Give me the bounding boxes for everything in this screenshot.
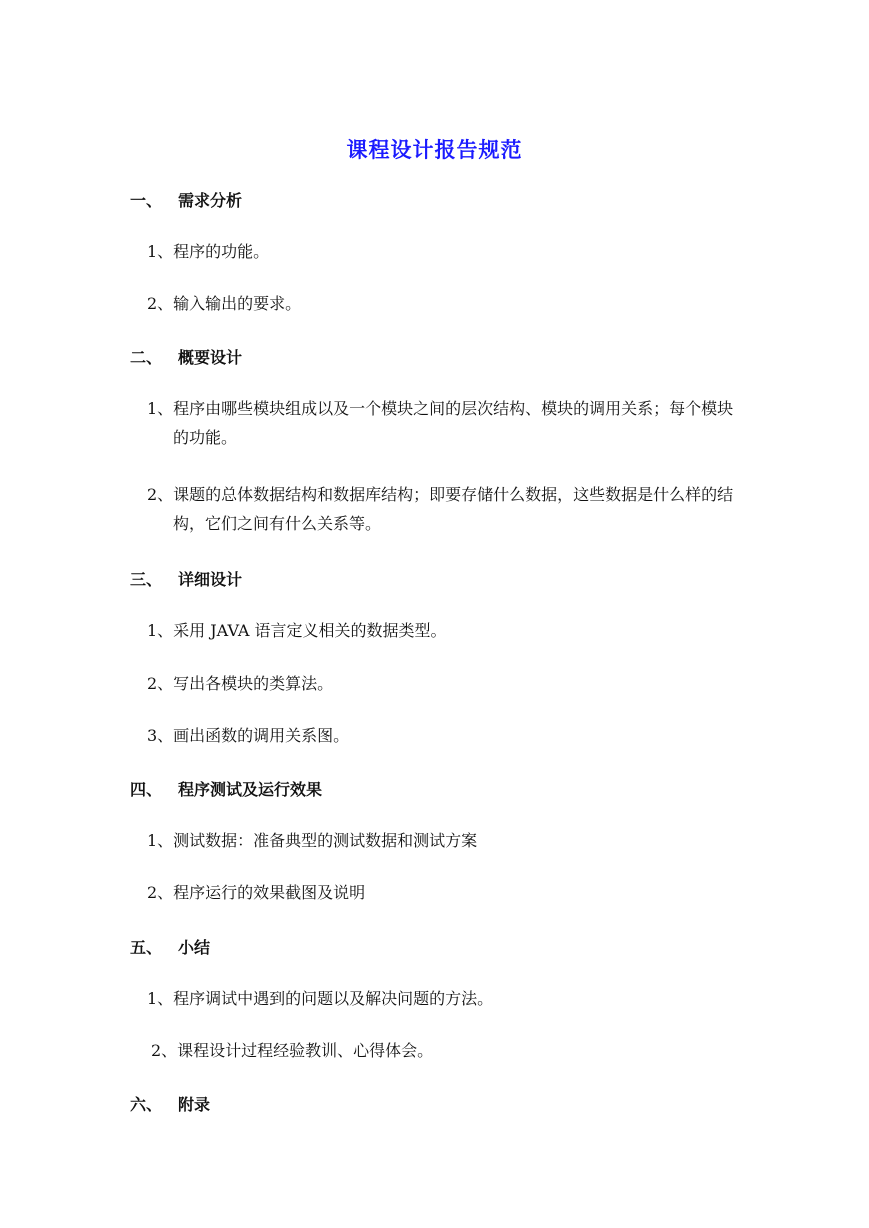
section-number: 三、	[130, 570, 163, 589]
list-item	[147, 669, 787, 698]
list-item	[151, 1036, 791, 1065]
list-item-text: 1、程序调试中遇到的问题以及解决问题的方法。	[147, 989, 494, 1008]
list-item	[147, 289, 787, 318]
list-item	[147, 878, 787, 907]
section-heading-requirements	[130, 188, 242, 211]
list-item-text: 2、写出各模块的类算法。	[147, 674, 334, 693]
section-title: 附录	[178, 1095, 211, 1114]
list-item	[147, 984, 787, 1013]
section-number: 五、	[130, 938, 163, 957]
section-heading-testing	[130, 777, 322, 800]
list-item	[147, 480, 787, 538]
section-title: 小结	[178, 938, 211, 957]
list-item	[147, 826, 787, 855]
section-number: 六、	[130, 1095, 163, 1114]
page-title: 课程设计报告规范	[346, 138, 523, 162]
list-item	[147, 237, 787, 266]
section-title: 需求分析	[178, 191, 243, 210]
section-heading-overview-design	[130, 345, 242, 368]
list-item	[147, 394, 787, 452]
section-number: 一、	[130, 191, 163, 210]
list-item-text: 1、测试数据：准备典型的测试数据和测试方案	[147, 831, 478, 850]
list-item-continuation: 构，它们之间有什么关系等。	[173, 514, 382, 533]
section-number: 二、	[130, 348, 163, 367]
list-item-text: 2、程序运行的效果截图及说明	[147, 883, 366, 902]
list-item-text: 1、程序由哪些模块组成以及一个模块之间的层次结构、模块的调用关系；每个模块	[147, 399, 734, 418]
list-item-text: 1、采用 JAVA 语言定义相关的数据类型。	[147, 621, 447, 640]
list-item-continuation: 的功能。	[173, 428, 238, 447]
section-heading-appendix	[130, 1092, 210, 1115]
section-title: 概要设计	[178, 348, 243, 367]
list-item-text: 1、程序的功能。	[147, 242, 270, 261]
list-item	[147, 616, 787, 645]
list-item-text: 2、课程设计过程经验教训、心得体会。	[151, 1041, 434, 1060]
list-item	[147, 721, 787, 750]
section-heading-detailed-design	[130, 567, 242, 590]
section-number: 四、	[130, 780, 163, 799]
section-heading-summary	[130, 935, 210, 958]
section-title: 详细设计	[178, 570, 243, 589]
list-item-text: 2、输入输出的要求。	[147, 294, 302, 313]
list-item-text: 3、画出函数的调用关系图。	[147, 726, 350, 745]
list-item-text: 2、课题的总体数据结构和数据库结构；即要存储什么数据，这些数据是什么样的结	[147, 485, 734, 504]
section-title: 程序测试及运行效果	[178, 780, 323, 799]
